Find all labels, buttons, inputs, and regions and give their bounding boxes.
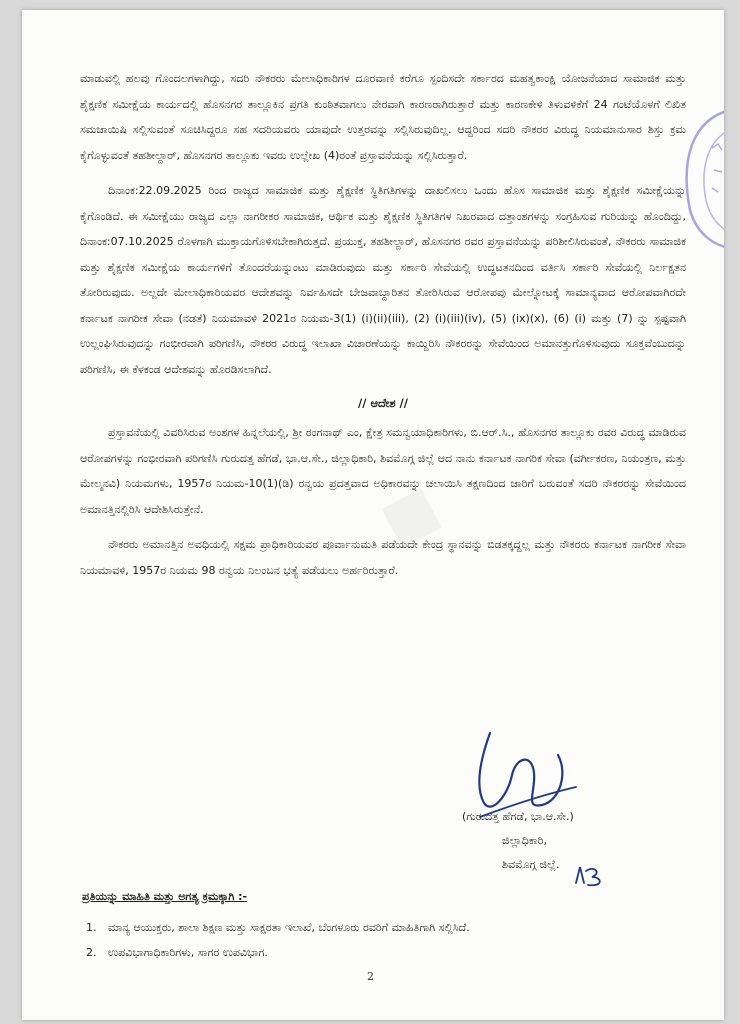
- signatory-name: (ಗುರುದತ್ತ ಹೆಗಡೆ, ಭಾ.ಆ.ಸೇ.): [462, 810, 574, 823]
- signatory-designation: ಜಿಲ್ಲಾಧಿಕಾರಿ,: [502, 834, 547, 847]
- paragraph-allowance: ನೌಕರರು ಅಮಾನತ್ತಿನ ಅವಧಿಯಲ್ಲಿ ಸಕ್ಷಮ ಪ್ರಾಧಿಕಾರಿಯವರ ಪೂರ್ವಾನುಮತಿ ಪಡೆಯದೇ ಕೇಂದ್ರ ಸ್ಥಾನವನ್ನು ಬಿಡತಕ್ಕದ್ದಲ್ಲ ಮತ್ತು ನೌಕರರು ಕರ್ನಾಟಕ ನಾಗರೀಕ ಸೇವಾ ನಿಯಮಾವಳಿ, 1957ರ ನಿಯಮ 98 ರನ್ವಯ ನಿಲಂಬನ ಭತ್ಯೆ ಪಡೆಯಲು ಅರ್ಹರಿರುತ್ತಾರೆ.: [80, 538, 686, 577]
- paragraph-survey: ದಿನಾಂಕ:22.09.2025 ರಿಂದ ರಾಜ್ಯದ ಸಾಮಾಜಿಕ ಮತ್ತು ಶೈಕ್ಷಣಿಕ ಸ್ಥಿತಿಗತಿಗಳನ್ನು ದಾಖಲಿಸಲು ಒಂದು ಹೊಸ ಸಾಮಾಜಿಕ ಮತ್ತು ಶೈಕ್ಷಣಿಕ ಸಮೀಕ್ಷೆಯನ್ನು ಕೈಗೊಂಡಿದೆ. ಈ ಸಮೀಕ್ಷೆಯು ರಾಜ್ಯದ ಎಲ್ಲಾ ನಾಗರೀಕರ ಸಾಮಾಜಿಕ, ಆರ್ಥಿಕ ಮತ್ತು ಶೈಕ್ಷಣಿಕ ಸ್ಥಿತಿಗತಿಗಳ ನಿಖರವಾದ ದತ್ತಾಂಶಗಳನ್ನು ಸಂಗ್ರಹಿಸುವ ಗುರಿಯನ್ನು ಹೊಂದಿದ್ದು, ದಿನಾಂಕ:07.10.2025 ರೊಳಗಾಗಿ ಮುಕ್ತಾಯಗೊಳಿಸಬೇಕಾಗಿರುತ್ತದೆ. ಪ್ರಯುಕ್ತ, ತಹಶೀಲ್ದಾರ್, ಹೊಸನಗರ ರವರ ಪ್ರಸ್ತಾವನೆಯನ್ನು ಪರಿಶೀಲಿಸಿರುವಂತೆ, ನೌಕರರು ಸಾಮಾಜಿಕ ಮತ್ತು ಶೈಕ್ಷಣಿಕ ಸಮೀಕ್ಷೆಯ ಕಾರ್ಯಗಳಿಗೆ ತೊಂದರೆಯನ್ನುಂಟು ಮಾಡಿರುವುದು ಮತ್ತು ಸರ್ಕಾರಿ ಸೇವೆಯಲ್ಲಿ ಉದ್ಧಟತನದಿಂದ ವರ್ತಿಸಿ ಸರ್ಕಾರಿ ಸೇವೆಯಲ್ಲಿ ನಿರ್ಲಕ್ಷತನ ತೋರಿರುವುದು. ಅಲ್ಲದೇ ಮೇಲಾಧಿಕಾರಿಯವರ ಆದೇಶವನ್ನು ನಿರ್ವಹಿಸದೇ ಬೇಜವಾಬ್ದಾರಿತನ ತೋರಿಸಿರುವ ಆರೋಪವು ಮೇಲ್ನೋಟಕ್ಕೆ ಸಾಮಾನ್ಯವಾದ ಆರೋಪವಾಗಿರದೇ ಕರ್ನಾಟಕ ನಾಗರೀಕ ಸೇವಾ (ನಡತೆ) ನಿಯಮಾವಳಿ 2021ರ ನಿಯಮ-3(1) (i)(ii)(iii), (2) (i)(iii)(iv), (5) (ix)(x), (6) (i) ಮತ್ತು (7) ನ್ನು ಸ್ಪಷ್ಟವಾಗಿ ಉಲ್ಲಂಘಿಸಿರುವುದನ್ನು ಗಂಭೀರವಾಗಿ ಪರಿಗಣಿಸಿ, ನೌಕರರ ವಿರುದ್ಧ ಇಲಾಖಾ ವಿಚಾರಣೆಯನ್ನು ಕಾಯ್ದಿರಿಸಿ ನೌಕರರನ್ನು ಸೇವೆಯಿಂದ ಅಮಾನತ್ತುಗೊಳಿಸುವುದು ಸೂಕ್ತವೆಂಬುದನ್ನು ಪರಿಗಣಿಸಿ, ಈ ಕೆಳಕಂಡ ಆದೇಶವನ್ನು ಹೊರಡಿಸಲಾಗಿದೆ.: [80, 184, 686, 376]
- list-item: 2. ಉಪವಿಭಾಗಾಧಿಕಾರಿಗಳು, ಸಾಗರ ಉಪವಿಭಾಗ.: [86, 946, 268, 959]
- paragraph-order: ಪ್ರಸ್ತಾವನೆಯಲ್ಲಿ ವಿವರಿಸಿರುವ ಅಂಶಗಳ ಹಿನ್ನಲೆಯಲ್ಲಿ, ಶ್ರೀ ರಂಗನಾಥ್ ಎಂ, ಕ್ಷೇತ್ರ ಸಮನ್ವಯಾಧಿಕಾರಿಗಳು, ಬಿ.ಆರ್.ಸಿ., ಹೊಸನಗರ ತಾಲ್ಲೂಕು ರವರ ವಿರುದ್ಧ ಮಾಡಿರುವ ಆರೋಪಗಳನ್ನು ಗಂಭೀರವಾಗಿ ಪರಿಗಣಿಸಿ ಗುರುದತ್ತ ಹೆಗಡೆ, ಭಾ.ಆ.ಸೇ., ಜಿಲ್ಲಾಧಿಕಾರಿ, ಶಿವಮೊಗ್ಗ ಜಿಲ್ಲೆ ಆದ ನಾನು ಕರ್ನಾಟಕ ನಾಗರಿಕ ಸೇವಾ (ವರ್ಗೀಕರಣ, ನಿಯಂತ್ರಣ, ಮತ್ತು ಮೇಲ್ಮನವಿ) ನಿಯಮಗಳು, 1957ರ ನಿಯಮ-10(1)(ಡಿ) ರನ್ವಯ ಪ್ರದತ್ತವಾದ ಅಧಿಕಾರವನ್ನು ಚಲಾಯಿಸಿ ತಕ್ಷಣದಿಂದ ಜಾರಿಗೆ ಬರುವಂತೆ ಸದರಿ ನೌಕರರನ್ನು ಸೇವೆಯಿಂದ ಅಮಾನತ್ತಿನಲ್ಲಿರಿಸಿ ಆದೇಶಿಸಿರುತ್ತೇನೆ.: [80, 426, 686, 516]
- copy-to-heading: ಪ್ರತಿಯನ್ನು ಮಾಹಿತಿ ಮತ್ತು ಅಗತ್ಯ ಕ್ರಮಕ್ಕಾಗಿ :-: [82, 890, 248, 903]
- document-page: [22, 10, 724, 1020]
- copy-to-list: [86, 915, 686, 965]
- signatory-district: ಶಿವಮೊಗ್ಗ ಜಿಲ್ಲೆ.: [502, 858, 560, 871]
- page-number: 2: [367, 970, 374, 983]
- paragraph-intro: ಮಾಡುವಲ್ಲಿ ಹಲವು ಗೊಂದಲಗಳಾಗಿದ್ದು, ಸದರಿ ನೌಕರರು ಮೇಲಾಧಿಕಾರಿಗಳ ದೂರವಾಣಿ ಕರೆಗೂ ಸ್ಪಂದಿಸದೇ ಸರ್ಕಾರದ ಮಹತ್ವಕಾಂಕ್ಷಿ ಯೋಜನೆಯಾದ ಸಾಮಾಜಿಕ ಮತ್ತು ಶೈಕ್ಷಣಿಕ ಸಮೀಕ್ಷೆಯ ಕಾರ್ಯದಲ್ಲಿ ಹೊಸನಗರ ತಾಲ್ಲೂಕಿನ ಪ್ರಗತಿ ಕುಂಠಿತವಾಗಲು ನೇರವಾಗಿ ಕಾರಣರಾಗಿರುತ್ತಾರೆ ಮತ್ತು ಕಾರಣಕೇಳಿ ತಿಳುವಳಿಕೆಗೆ 24 ಗಂಟೆಯೊಳಗೆ ಲಿಖಿತ ಸಮಜಾಯಿಷಿ ಸಲ್ಲಿಸುವಂತೆ ಸೂಚಿಸಿದ್ದರೂ ಸಹ ಸದರಿಯವರು ಯಾವುದೇ ಉತ್ತರವನ್ನು ಸಲ್ಲಿಸಿರುವುದಿಲ್ಲ. ಆದ್ದರಿಂದ ಸದರಿ ನೌಕರರ ವಿರುದ್ಧ ನಿಯಮಾನುಸಾರ ಶಿಸ್ತು ಕ್ರಮ ಕೈಗೊಳ್ಳುವಂತೆ ತಹಶೀಲ್ದಾರ್, ಹೊಸನಗರ ತಾಲ್ಲೂಕು ಇವರು ಉಲ್ಲೇಖ (4)ರಂತೆ ಪ್ರಸ್ತಾವನೆಯನ್ನು ಸಲ್ಲಿಸಿರುತ್ತಾರೆ.: [80, 72, 686, 162]
- handwritten-initials: [572, 863, 612, 889]
- list-item: 1. ಮಾನ್ಯ ಆಯುಕ್ತರು, ಶಾಲಾ ಶಿಕ್ಷಣ ಮತ್ತು ಸಾಕ್ಷರತಾ ಇಲಾಖೆ, ಬೆಂಗಳೂರು ರವರಿಗೆ ಮಾಹಿತಿಗಾಗಿ ಸಲ್ಲಿಸಿದೆ.: [86, 921, 470, 934]
- signature-block: [462, 805, 662, 877]
- order-heading: // ಆದೇಶ //: [358, 396, 408, 410]
- watermark-text: ■: [369, 471, 450, 557]
- document-body: [80, 66, 686, 583]
